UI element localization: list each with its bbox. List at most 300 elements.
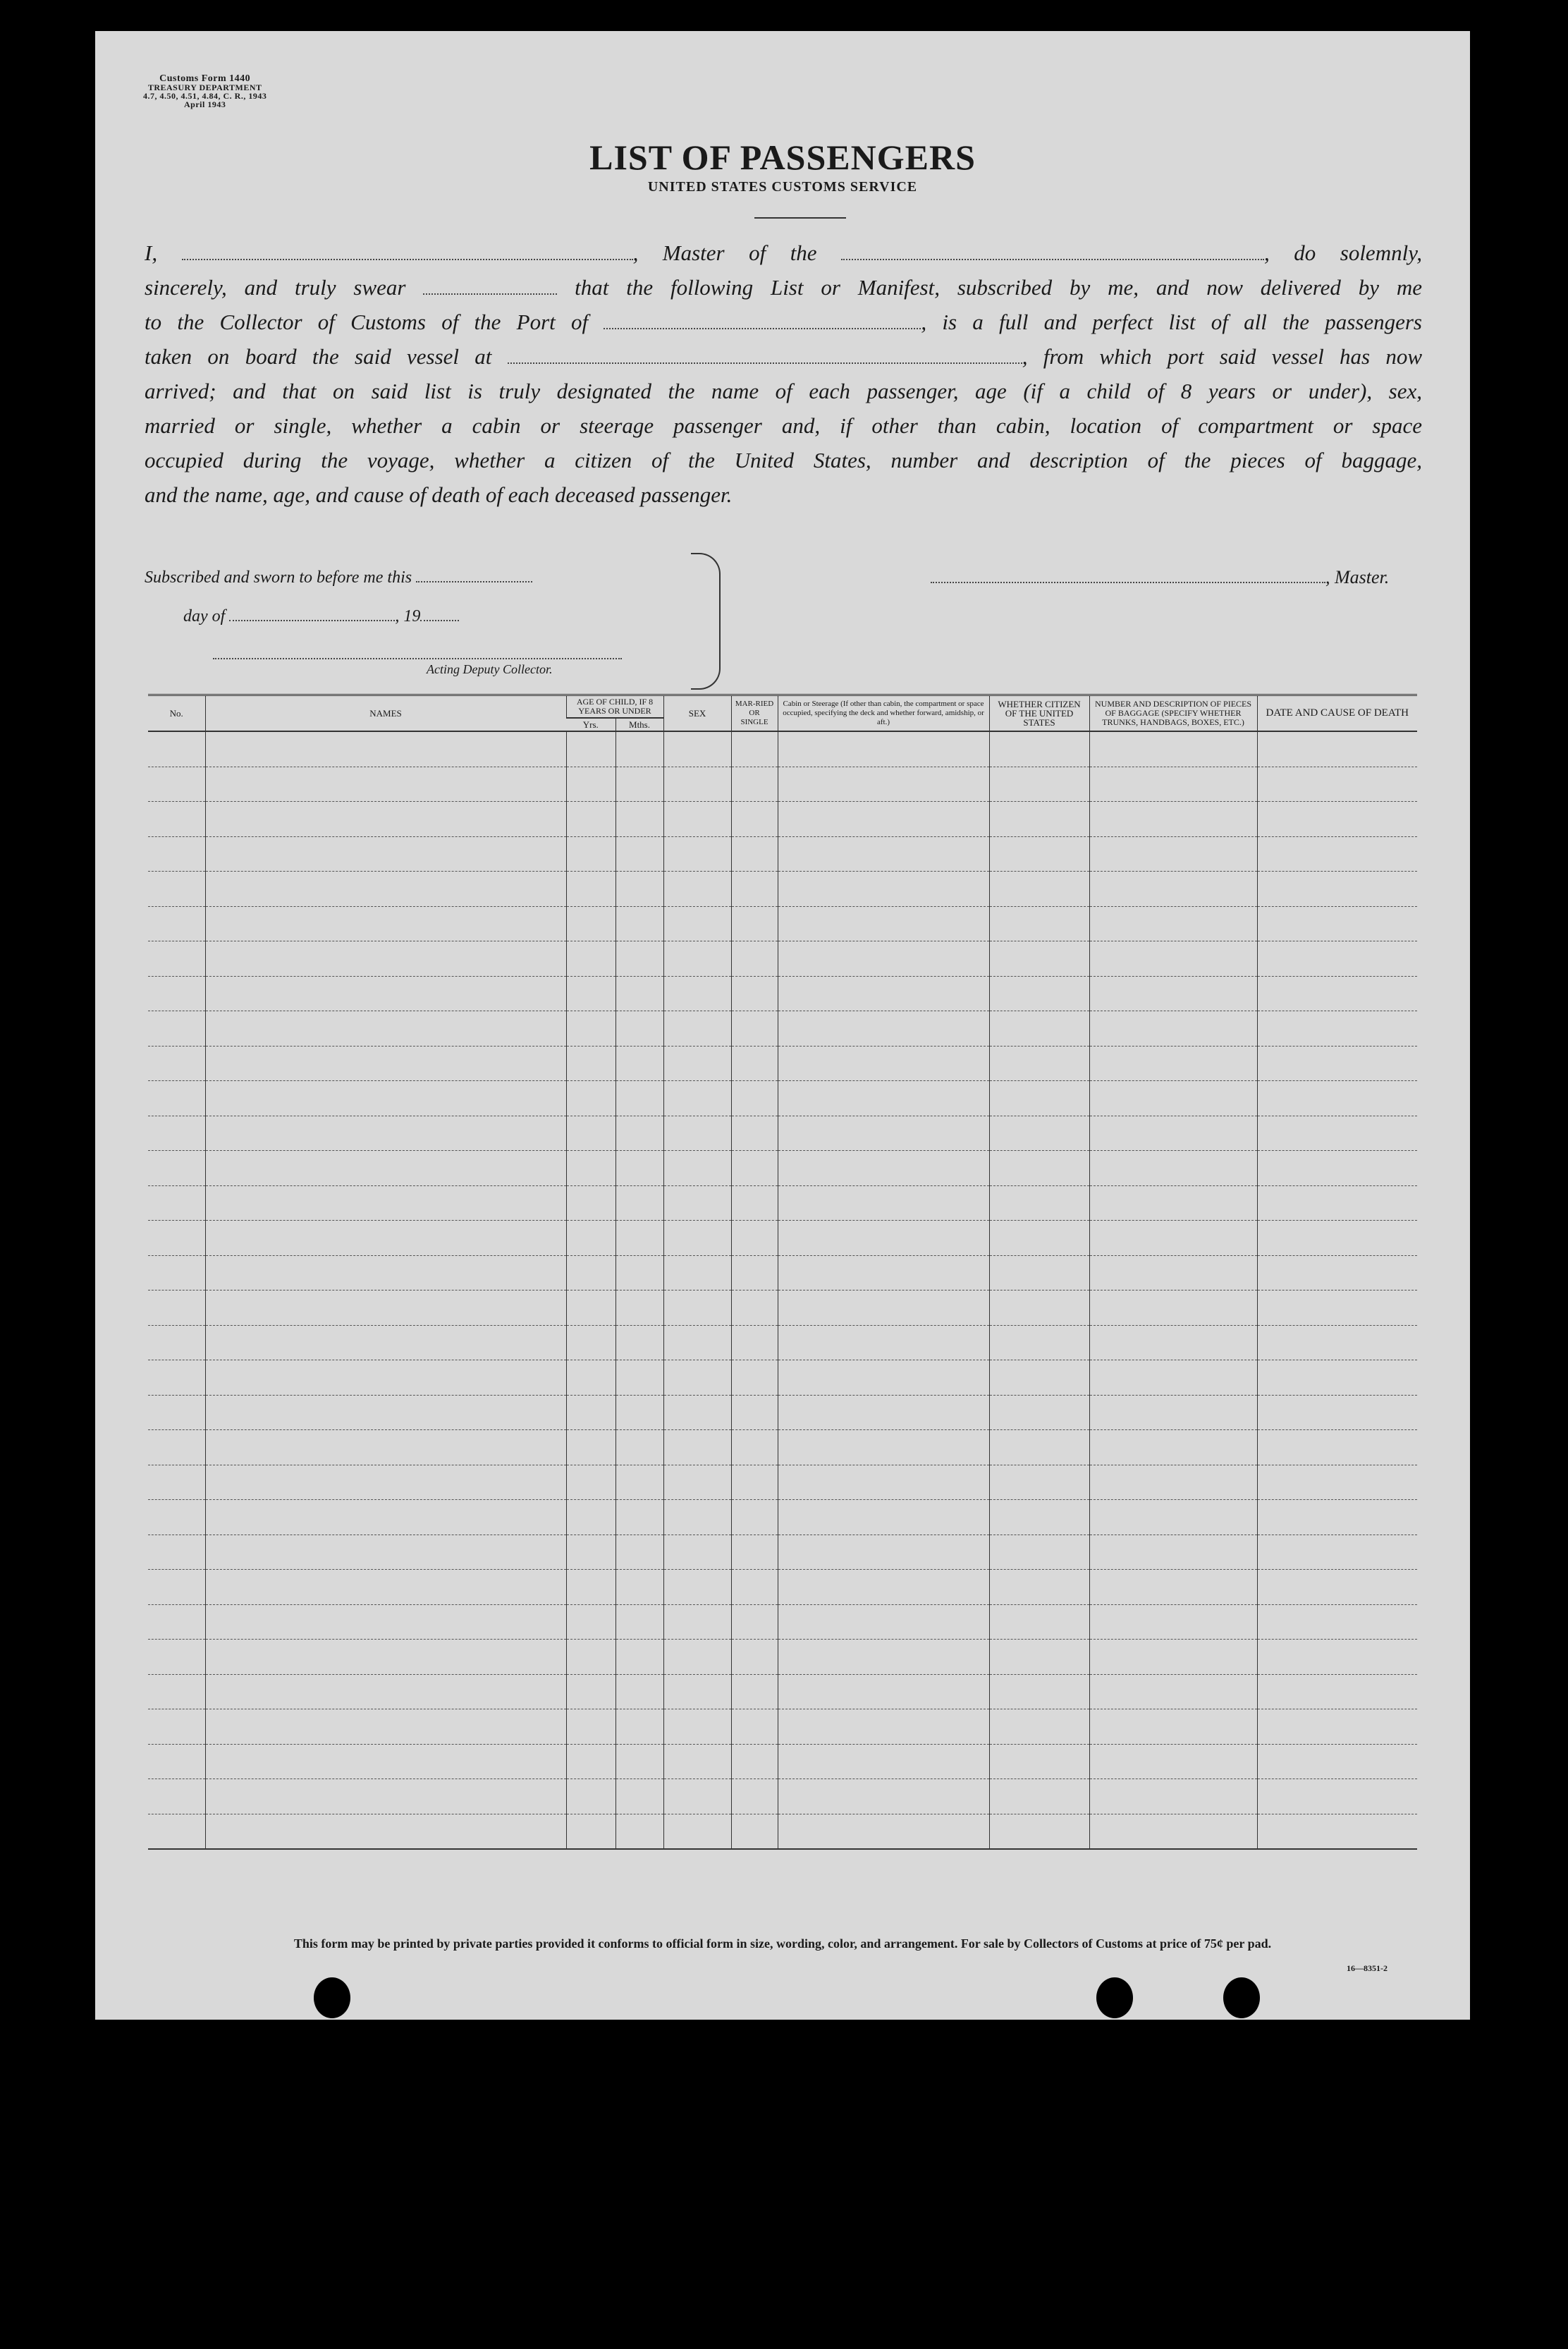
cell-citizen[interactable]: [989, 872, 1089, 907]
cell-baggage[interactable]: [1089, 1151, 1257, 1186]
collector-signature-field[interactable]: [213, 641, 622, 659]
cell-age-yrs[interactable]: [566, 1604, 615, 1640]
cell-name[interactable]: [205, 1640, 566, 1675]
cell-citizen[interactable]: [989, 1674, 1089, 1709]
cell-sex[interactable]: [663, 1814, 731, 1849]
cell-name[interactable]: [205, 1570, 566, 1605]
cell-citizen[interactable]: [989, 906, 1089, 941]
cell-baggage[interactable]: [1089, 1640, 1257, 1675]
cell-age-yrs[interactable]: [566, 1185, 615, 1221]
cell-no[interactable]: [148, 1465, 205, 1500]
cell-sex[interactable]: [663, 1744, 731, 1779]
cell-citizen[interactable]: [989, 1360, 1089, 1396]
cell-age-yrs[interactable]: [566, 1255, 615, 1291]
cell-cabin[interactable]: [778, 1151, 989, 1186]
cell-death[interactable]: [1257, 1535, 1417, 1570]
cell-death[interactable]: [1257, 1814, 1417, 1849]
cell-citizen[interactable]: [989, 767, 1089, 802]
cell-sex[interactable]: [663, 1709, 731, 1745]
cell-baggage[interactable]: [1089, 802, 1257, 837]
cell-cabin[interactable]: [778, 1185, 989, 1221]
cell-baggage[interactable]: [1089, 1395, 1257, 1430]
cell-cabin[interactable]: [778, 1604, 989, 1640]
cell-death[interactable]: [1257, 1116, 1417, 1151]
cell-death[interactable]: [1257, 1185, 1417, 1221]
cell-cabin[interactable]: [778, 1674, 989, 1709]
cell-death[interactable]: [1257, 731, 1417, 767]
cell-citizen[interactable]: [989, 1465, 1089, 1500]
cell-no[interactable]: [148, 1011, 205, 1047]
cell-age-mths[interactable]: [615, 1430, 663, 1465]
cell-age-yrs[interactable]: [566, 1674, 615, 1709]
cell-sex[interactable]: [663, 1430, 731, 1465]
cell-married[interactable]: [731, 1465, 778, 1500]
cell-citizen[interactable]: [989, 1151, 1089, 1186]
cell-no[interactable]: [148, 1046, 205, 1081]
cell-name[interactable]: [205, 1221, 566, 1256]
cell-married[interactable]: [731, 1500, 778, 1535]
cell-death[interactable]: [1257, 872, 1417, 907]
cell-name[interactable]: [205, 1116, 566, 1151]
cell-name[interactable]: [205, 1255, 566, 1291]
cell-sex[interactable]: [663, 976, 731, 1011]
cell-name[interactable]: [205, 1430, 566, 1465]
cell-citizen[interactable]: [989, 1604, 1089, 1640]
cell-cabin[interactable]: [778, 1779, 989, 1814]
cell-baggage[interactable]: [1089, 976, 1257, 1011]
cell-no[interactable]: [148, 1640, 205, 1675]
cell-cabin[interactable]: [778, 1291, 989, 1326]
cell-citizen[interactable]: [989, 1395, 1089, 1430]
cell-death[interactable]: [1257, 1500, 1417, 1535]
cell-citizen[interactable]: [989, 1640, 1089, 1675]
cell-married[interactable]: [731, 1291, 778, 1326]
cell-sex[interactable]: [663, 906, 731, 941]
cell-age-yrs[interactable]: [566, 976, 615, 1011]
cell-name[interactable]: [205, 1011, 566, 1047]
cell-baggage[interactable]: [1089, 1744, 1257, 1779]
cell-death[interactable]: [1257, 1395, 1417, 1430]
cell-married[interactable]: [731, 1011, 778, 1047]
cell-baggage[interactable]: [1089, 1604, 1257, 1640]
cell-name[interactable]: [205, 731, 566, 767]
cell-age-mths[interactable]: [615, 1325, 663, 1360]
cell-death[interactable]: [1257, 906, 1417, 941]
cell-sex[interactable]: [663, 872, 731, 907]
cell-death[interactable]: [1257, 1255, 1417, 1291]
cell-death[interactable]: [1257, 1570, 1417, 1605]
cell-cabin[interactable]: [778, 872, 989, 907]
cell-citizen[interactable]: [989, 1221, 1089, 1256]
cell-cabin[interactable]: [778, 767, 989, 802]
cell-age-yrs[interactable]: [566, 1291, 615, 1326]
cell-cabin[interactable]: [778, 1744, 989, 1779]
cell-age-mths[interactable]: [615, 1395, 663, 1430]
cell-sex[interactable]: [663, 1674, 731, 1709]
cell-no[interactable]: [148, 767, 205, 802]
cell-name[interactable]: [205, 1779, 566, 1814]
cell-age-yrs[interactable]: [566, 1535, 615, 1570]
cell-cabin[interactable]: [778, 976, 989, 1011]
cell-sex[interactable]: [663, 1255, 731, 1291]
cell-baggage[interactable]: [1089, 1709, 1257, 1745]
cell-baggage[interactable]: [1089, 1325, 1257, 1360]
cell-age-yrs[interactable]: [566, 1570, 615, 1605]
cell-age-yrs[interactable]: [566, 767, 615, 802]
cell-no[interactable]: [148, 1604, 205, 1640]
cell-married[interactable]: [731, 872, 778, 907]
master-signature-field[interactable]: [931, 568, 1325, 583]
cell-cabin[interactable]: [778, 1814, 989, 1849]
cell-cabin[interactable]: [778, 1221, 989, 1256]
cell-age-mths[interactable]: [615, 1640, 663, 1675]
cell-age-mths[interactable]: [615, 1011, 663, 1047]
swear-field[interactable]: [423, 279, 557, 295]
cell-name[interactable]: [205, 1744, 566, 1779]
cell-no[interactable]: [148, 802, 205, 837]
cell-sex[interactable]: [663, 802, 731, 837]
cell-age-yrs[interactable]: [566, 1011, 615, 1047]
cell-age-mths[interactable]: [615, 1221, 663, 1256]
cell-married[interactable]: [731, 1744, 778, 1779]
cell-no[interactable]: [148, 1500, 205, 1535]
cell-age-mths[interactable]: [615, 802, 663, 837]
cell-married[interactable]: [731, 1395, 778, 1430]
cell-age-yrs[interactable]: [566, 1116, 615, 1151]
cell-age-yrs[interactable]: [566, 731, 615, 767]
cell-name[interactable]: [205, 1709, 566, 1745]
cell-married[interactable]: [731, 1325, 778, 1360]
cell-no[interactable]: [148, 872, 205, 907]
cell-name[interactable]: [205, 1360, 566, 1396]
cell-baggage[interactable]: [1089, 1046, 1257, 1081]
cell-name[interactable]: [205, 1500, 566, 1535]
cell-cabin[interactable]: [778, 1500, 989, 1535]
cell-no[interactable]: [148, 1185, 205, 1221]
cell-death[interactable]: [1257, 1360, 1417, 1396]
cell-death[interactable]: [1257, 1779, 1417, 1814]
cell-death[interactable]: [1257, 1674, 1417, 1709]
cell-citizen[interactable]: [989, 802, 1089, 837]
cell-citizen[interactable]: [989, 836, 1089, 872]
cell-age-mths[interactable]: [615, 1709, 663, 1745]
cell-married[interactable]: [731, 941, 778, 977]
cell-age-yrs[interactable]: [566, 836, 615, 872]
cell-no[interactable]: [148, 1535, 205, 1570]
cell-baggage[interactable]: [1089, 1185, 1257, 1221]
cell-married[interactable]: [731, 1116, 778, 1151]
cell-age-yrs[interactable]: [566, 1395, 615, 1430]
cell-no[interactable]: [148, 1221, 205, 1256]
cell-age-yrs[interactable]: [566, 1430, 615, 1465]
cell-age-yrs[interactable]: [566, 906, 615, 941]
cell-sex[interactable]: [663, 941, 731, 977]
cell-sex[interactable]: [663, 1779, 731, 1814]
cell-death[interactable]: [1257, 1325, 1417, 1360]
cell-age-mths[interactable]: [615, 731, 663, 767]
cell-age-mths[interactable]: [615, 1081, 663, 1116]
cell-death[interactable]: [1257, 1011, 1417, 1047]
cell-cabin[interactable]: [778, 906, 989, 941]
cell-citizen[interactable]: [989, 1116, 1089, 1151]
cell-no[interactable]: [148, 1570, 205, 1605]
cell-baggage[interactable]: [1089, 1291, 1257, 1326]
cell-sex[interactable]: [663, 1151, 731, 1186]
cell-baggage[interactable]: [1089, 1430, 1257, 1465]
cell-baggage[interactable]: [1089, 1255, 1257, 1291]
cell-baggage[interactable]: [1089, 1221, 1257, 1256]
cell-no[interactable]: [148, 941, 205, 977]
cell-age-mths[interactable]: [615, 767, 663, 802]
cell-sex[interactable]: [663, 767, 731, 802]
cell-baggage[interactable]: [1089, 1500, 1257, 1535]
cell-no[interactable]: [148, 1430, 205, 1465]
cell-no[interactable]: [148, 1674, 205, 1709]
cell-age-yrs[interactable]: [566, 1221, 615, 1256]
cell-no[interactable]: [148, 731, 205, 767]
cell-citizen[interactable]: [989, 1046, 1089, 1081]
cell-age-mths[interactable]: [615, 1570, 663, 1605]
cell-age-mths[interactable]: [615, 872, 663, 907]
cell-name[interactable]: [205, 872, 566, 907]
cell-married[interactable]: [731, 1360, 778, 1396]
cell-baggage[interactable]: [1089, 906, 1257, 941]
cell-cabin[interactable]: [778, 941, 989, 977]
cell-age-yrs[interactable]: [566, 802, 615, 837]
cell-name[interactable]: [205, 1535, 566, 1570]
cell-sex[interactable]: [663, 1046, 731, 1081]
cell-sex[interactable]: [663, 1360, 731, 1396]
cell-age-mths[interactable]: [615, 1604, 663, 1640]
cell-age-yrs[interactable]: [566, 1360, 615, 1396]
cell-sex[interactable]: [663, 1535, 731, 1570]
cell-married[interactable]: [731, 1814, 778, 1849]
cell-married[interactable]: [731, 1604, 778, 1640]
cell-married[interactable]: [731, 1430, 778, 1465]
cell-baggage[interactable]: [1089, 1779, 1257, 1814]
cell-citizen[interactable]: [989, 1570, 1089, 1605]
cell-no[interactable]: [148, 1291, 205, 1326]
cell-age-mths[interactable]: [615, 1500, 663, 1535]
cell-age-mths[interactable]: [615, 1185, 663, 1221]
vessel-name-field[interactable]: [841, 245, 1264, 260]
cell-baggage[interactable]: [1089, 1674, 1257, 1709]
cell-citizen[interactable]: [989, 1081, 1089, 1116]
cell-name[interactable]: [205, 1395, 566, 1430]
cell-married[interactable]: [731, 1255, 778, 1291]
cell-age-mths[interactable]: [615, 976, 663, 1011]
cell-married[interactable]: [731, 1046, 778, 1081]
cell-citizen[interactable]: [989, 731, 1089, 767]
cell-death[interactable]: [1257, 1081, 1417, 1116]
cell-name[interactable]: [205, 906, 566, 941]
cell-baggage[interactable]: [1089, 836, 1257, 872]
cell-cabin[interactable]: [778, 1255, 989, 1291]
cell-age-yrs[interactable]: [566, 1744, 615, 1779]
cell-married[interactable]: [731, 1709, 778, 1745]
cell-sex[interactable]: [663, 836, 731, 872]
cell-age-mths[interactable]: [615, 1291, 663, 1326]
cell-age-yrs[interactable]: [566, 1081, 615, 1116]
master-name-field[interactable]: [182, 245, 633, 260]
cell-married[interactable]: [731, 1570, 778, 1605]
sworn-day-field[interactable]: [416, 567, 532, 582]
cell-baggage[interactable]: [1089, 1570, 1257, 1605]
cell-baggage[interactable]: [1089, 1116, 1257, 1151]
cell-death[interactable]: [1257, 1465, 1417, 1500]
cell-no[interactable]: [148, 1814, 205, 1849]
cell-age-yrs[interactable]: [566, 1465, 615, 1500]
cell-baggage[interactable]: [1089, 1081, 1257, 1116]
cell-married[interactable]: [731, 731, 778, 767]
cell-baggage[interactable]: [1089, 1360, 1257, 1396]
embark-port-field[interactable]: [508, 348, 1022, 364]
cell-age-yrs[interactable]: [566, 1325, 615, 1360]
cell-name[interactable]: [205, 1291, 566, 1326]
cell-sex[interactable]: [663, 1604, 731, 1640]
cell-no[interactable]: [148, 1325, 205, 1360]
cell-sex[interactable]: [663, 1500, 731, 1535]
cell-citizen[interactable]: [989, 1325, 1089, 1360]
cell-citizen[interactable]: [989, 1255, 1089, 1291]
cell-name[interactable]: [205, 767, 566, 802]
cell-sex[interactable]: [663, 1465, 731, 1500]
cell-baggage[interactable]: [1089, 767, 1257, 802]
cell-name[interactable]: [205, 1151, 566, 1186]
cell-cabin[interactable]: [778, 1535, 989, 1570]
port-field[interactable]: [604, 314, 921, 329]
cell-name[interactable]: [205, 1674, 566, 1709]
cell-sex[interactable]: [663, 1081, 731, 1116]
cell-cabin[interactable]: [778, 1046, 989, 1081]
cell-sex[interactable]: [663, 731, 731, 767]
cell-age-yrs[interactable]: [566, 872, 615, 907]
cell-age-mths[interactable]: [615, 1744, 663, 1779]
cell-citizen[interactable]: [989, 1430, 1089, 1465]
cell-citizen[interactable]: [989, 1709, 1089, 1745]
cell-no[interactable]: [148, 1709, 205, 1745]
cell-age-mths[interactable]: [615, 1674, 663, 1709]
cell-married[interactable]: [731, 1674, 778, 1709]
cell-no[interactable]: [148, 976, 205, 1011]
cell-baggage[interactable]: [1089, 1011, 1257, 1047]
cell-age-yrs[interactable]: [566, 1500, 615, 1535]
cell-sex[interactable]: [663, 1221, 731, 1256]
cell-name[interactable]: [205, 1604, 566, 1640]
cell-death[interactable]: [1257, 1744, 1417, 1779]
cell-cabin[interactable]: [778, 836, 989, 872]
cell-cabin[interactable]: [778, 1465, 989, 1500]
cell-name[interactable]: [205, 802, 566, 837]
cell-citizen[interactable]: [989, 1291, 1089, 1326]
cell-sex[interactable]: [663, 1640, 731, 1675]
cell-citizen[interactable]: [989, 1535, 1089, 1570]
cell-citizen[interactable]: [989, 1185, 1089, 1221]
cell-baggage[interactable]: [1089, 941, 1257, 977]
cell-cabin[interactable]: [778, 1395, 989, 1430]
cell-baggage[interactable]: [1089, 1814, 1257, 1849]
cell-married[interactable]: [731, 767, 778, 802]
cell-cabin[interactable]: [778, 1116, 989, 1151]
cell-name[interactable]: [205, 1814, 566, 1849]
cell-death[interactable]: [1257, 1604, 1417, 1640]
cell-death[interactable]: [1257, 1221, 1417, 1256]
cell-age-yrs[interactable]: [566, 1151, 615, 1186]
cell-name[interactable]: [205, 1081, 566, 1116]
cell-no[interactable]: [148, 1744, 205, 1779]
cell-baggage[interactable]: [1089, 1535, 1257, 1570]
cell-death[interactable]: [1257, 1291, 1417, 1326]
cell-citizen[interactable]: [989, 1814, 1089, 1849]
cell-no[interactable]: [148, 1116, 205, 1151]
cell-married[interactable]: [731, 1779, 778, 1814]
cell-married[interactable]: [731, 1535, 778, 1570]
cell-age-mths[interactable]: [615, 1046, 663, 1081]
cell-death[interactable]: [1257, 1151, 1417, 1186]
cell-cabin[interactable]: [778, 1430, 989, 1465]
cell-age-mths[interactable]: [615, 941, 663, 977]
cell-citizen[interactable]: [989, 1779, 1089, 1814]
cell-sex[interactable]: [663, 1325, 731, 1360]
cell-death[interactable]: [1257, 1430, 1417, 1465]
cell-name[interactable]: [205, 1465, 566, 1500]
cell-death[interactable]: [1257, 976, 1417, 1011]
cell-no[interactable]: [148, 1151, 205, 1186]
cell-cabin[interactable]: [778, 1570, 989, 1605]
cell-citizen[interactable]: [989, 1500, 1089, 1535]
cell-death[interactable]: [1257, 802, 1417, 837]
cell-no[interactable]: [148, 1395, 205, 1430]
cell-sex[interactable]: [663, 1395, 731, 1430]
cell-citizen[interactable]: [989, 1744, 1089, 1779]
cell-no[interactable]: [148, 1081, 205, 1116]
cell-sex[interactable]: [663, 1570, 731, 1605]
cell-death[interactable]: [1257, 836, 1417, 872]
cell-citizen[interactable]: [989, 976, 1089, 1011]
cell-married[interactable]: [731, 836, 778, 872]
cell-name[interactable]: [205, 1046, 566, 1081]
cell-name[interactable]: [205, 1325, 566, 1360]
cell-age-yrs[interactable]: [566, 1640, 615, 1675]
cell-age-yrs[interactable]: [566, 1709, 615, 1745]
cell-name[interactable]: [205, 1185, 566, 1221]
cell-death[interactable]: [1257, 1046, 1417, 1081]
cell-married[interactable]: [731, 1221, 778, 1256]
year-field[interactable]: [420, 606, 459, 621]
cell-married[interactable]: [731, 1185, 778, 1221]
cell-age-mths[interactable]: [615, 1535, 663, 1570]
cell-age-mths[interactable]: [615, 906, 663, 941]
cell-age-mths[interactable]: [615, 836, 663, 872]
cell-age-mths[interactable]: [615, 1360, 663, 1396]
cell-age-yrs[interactable]: [566, 1046, 615, 1081]
cell-cabin[interactable]: [778, 731, 989, 767]
cell-age-mths[interactable]: [615, 1255, 663, 1291]
cell-no[interactable]: [148, 836, 205, 872]
cell-age-mths[interactable]: [615, 1814, 663, 1849]
cell-married[interactable]: [731, 802, 778, 837]
cell-citizen[interactable]: [989, 1011, 1089, 1047]
cell-age-yrs[interactable]: [566, 941, 615, 977]
cell-sex[interactable]: [663, 1291, 731, 1326]
cell-death[interactable]: [1257, 767, 1417, 802]
cell-baggage[interactable]: [1089, 1465, 1257, 1500]
cell-age-mths[interactable]: [615, 1779, 663, 1814]
cell-name[interactable]: [205, 836, 566, 872]
cell-name[interactable]: [205, 976, 566, 1011]
cell-citizen[interactable]: [989, 941, 1089, 977]
cell-cabin[interactable]: [778, 1640, 989, 1675]
